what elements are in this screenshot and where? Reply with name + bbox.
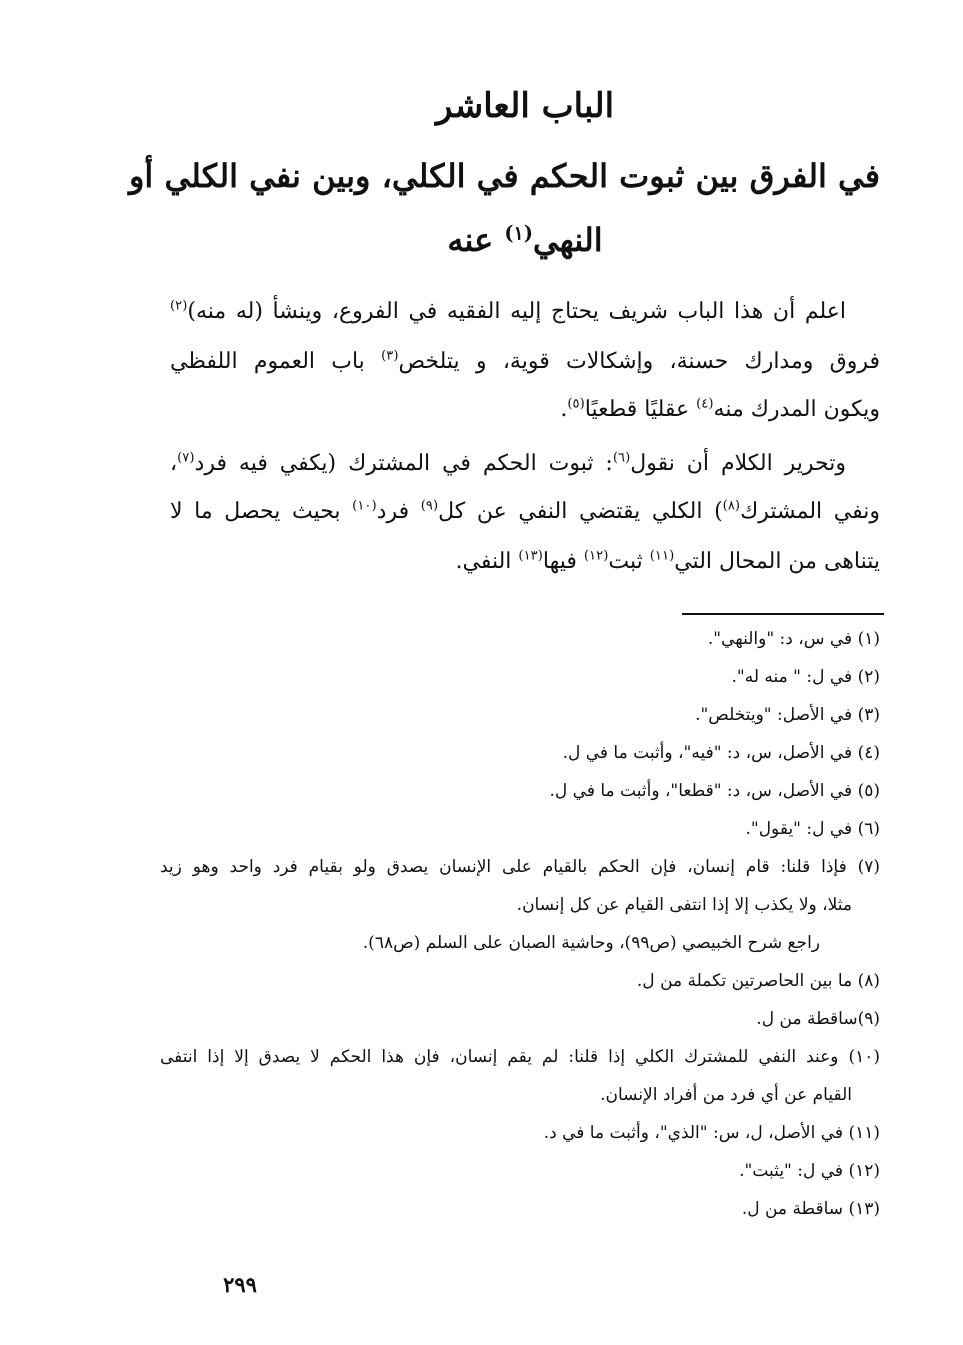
footnote-ref: (٣) bbox=[381, 348, 399, 364]
footnote-ref: (١٣) bbox=[518, 548, 543, 564]
chapter-subtitle-line2 bbox=[170, 210, 880, 270]
footnote-ref: (٧) bbox=[177, 450, 195, 466]
footnote-6: (٦) في ل: "يقول". bbox=[745, 819, 880, 839]
footnote-9: (٩)ساقطة من ل. bbox=[756, 1009, 880, 1029]
footnote-ref: (٢) bbox=[170, 298, 188, 314]
body-text: عقليًا قطعيًا bbox=[584, 397, 697, 422]
subtitle-text: النهي bbox=[532, 221, 603, 259]
footnote-ref: (١١) bbox=[649, 548, 675, 564]
footnote-ref: (٩) bbox=[420, 498, 439, 514]
footnote-3: (٣) في الأصل: "ويتخلص". bbox=[695, 705, 880, 725]
footnote-11: (١١) في الأصل، ل، س: "الذي"، وأثبت ما في د. bbox=[543, 1123, 880, 1143]
body-text: اعلم أن هذا الباب شريف يحتاج إليه الفقيه في الفروع، وينشأ (له منه) bbox=[187, 299, 846, 324]
body-text: بحيث يحصل ما لا bbox=[170, 499, 353, 524]
footnote-ref: (١٠) bbox=[352, 498, 377, 514]
body-text: فروق ومدارك حسنة، وإشكالات قوية، و يتلخص bbox=[398, 349, 880, 374]
body-text: . bbox=[560, 397, 568, 422]
footnote-ref: (٨) bbox=[722, 498, 741, 514]
footnote-ref: (٤) bbox=[696, 396, 714, 412]
footnote-8: (٨) ما بين الحاصرتين تكملة من ل. bbox=[636, 971, 880, 991]
paragraph2-line1 bbox=[170, 444, 880, 484]
body-text: : ثبوت الحكم في المشترك (يكفي فيه فرد bbox=[194, 451, 613, 476]
body-text: ، bbox=[170, 451, 178, 476]
paragraph1-line2 bbox=[170, 342, 880, 382]
footnote-7-line1: (٧) فإذا قلنا: قام إنسان، فإن الحكم بالقيام على الإنسان يصدق ولو بقيام فرد واحد وهو زيد bbox=[160, 857, 880, 877]
page-number: ٢٩٩ bbox=[223, 1272, 257, 1297]
footnote-1: (١) في س، د: "والنهي". bbox=[707, 629, 880, 649]
body-text: ) الكلي يقتضي النفي عن كل bbox=[438, 499, 723, 524]
body-text: وتحرير الكلام أن نقول bbox=[630, 451, 846, 476]
body-text: فرد bbox=[376, 499, 421, 524]
footnote-ref: (١٢) bbox=[583, 548, 609, 564]
footnote-5: (٥) في الأصل، س، د: "قطعا"، وأثبت ما في ل. bbox=[549, 781, 880, 801]
footnote-4: (٤) في الأصل، س، د: "فيه"، وأثبت ما في ل. bbox=[562, 743, 880, 763]
body-text: النفي. bbox=[455, 549, 519, 574]
paragraph1-line3 bbox=[170, 390, 880, 430]
footnote-10-line1: (١٠) وعند النفي للمشترك الكلي إذا قلنا: لم يقم إنسان، فإن هذا الحكم لا يصدق إلا إذا انتفى bbox=[160, 1047, 880, 1067]
footnote-7-line3: راجع شرح الخبيصي (ص٩٩)، وحاشية الصبان على السلم (ص٦٨). bbox=[362, 933, 820, 953]
body-text: يتناهى من المحال التي bbox=[674, 549, 880, 574]
footnote-10-line2: القيام عن أي فرد من أفراد الإنسان. bbox=[600, 1085, 852, 1105]
chapter-title: الباب العاشر bbox=[435, 86, 615, 126]
footnote-ref: (٦) bbox=[612, 450, 631, 466]
footnote-separator bbox=[682, 613, 884, 615]
footnote-ref: (٥) bbox=[567, 396, 585, 412]
body-text: ثبت bbox=[608, 549, 650, 574]
paragraph2-line2 bbox=[170, 492, 880, 532]
footnote-ref: (١) bbox=[504, 221, 533, 245]
footnote-7-line2: مثلا، ولا يكذب إلا إذا انتفى القيام عن كل إنسان. bbox=[516, 895, 852, 915]
subtitle-text: عنه bbox=[447, 221, 505, 259]
body-text: باب العموم اللفظي bbox=[170, 349, 382, 374]
paragraph2-line3 bbox=[170, 542, 880, 582]
footnote-13: (١٣) ساقطة من ل. bbox=[741, 1199, 880, 1219]
body-text: فيها bbox=[542, 549, 584, 574]
chapter-subtitle-line1: في الفرق بين ثبوت الحكم في الكلي، وبين نفي الكلي أو bbox=[128, 157, 880, 195]
footnote-12: (١٢) في ل: "يثبت". bbox=[739, 1161, 880, 1181]
body-text: ويكون المدرك منه bbox=[713, 397, 880, 422]
paragraph1-line1 bbox=[170, 292, 880, 332]
body-text: ونفي المشترك bbox=[740, 499, 880, 524]
footnote-2: (٢) في ل: " منه له". bbox=[731, 667, 880, 687]
